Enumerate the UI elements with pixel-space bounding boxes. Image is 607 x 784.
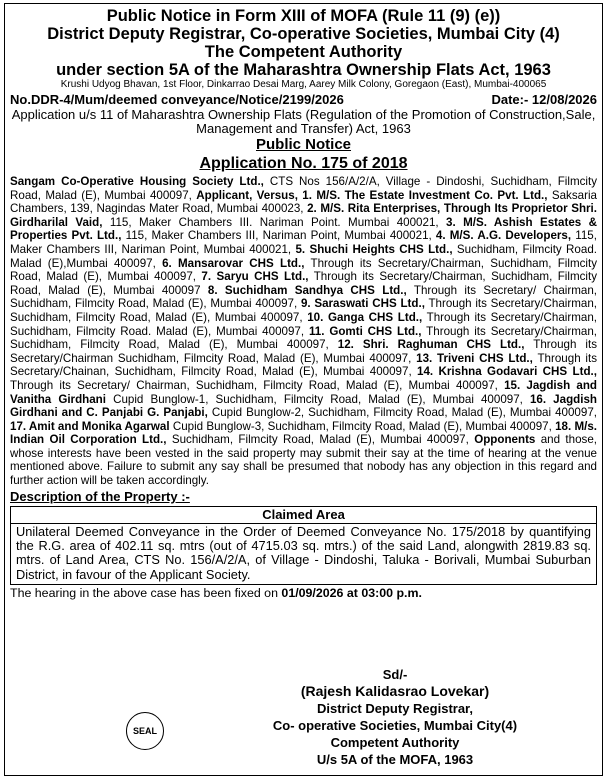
party-name: 2. M/S. Rita Enterprises, Through Its Proprietor Shri. Girdharilal Vaid, [10, 202, 597, 229]
body-text: Cupid Bunglow-1, Suchidham, Filmcity Road, Malad (E), Mumbai 400097, [106, 392, 530, 406]
signatory-office: Co- operative Societies, Mumbai City(4) [272, 718, 518, 733]
body-text: Suchidham, Filmcity Road, Malad (E), Mumbai 400097, [166, 433, 475, 447]
party-name: 18. M/s. Indian Oil Corporation Ltd., [10, 419, 597, 447]
party-name: 5. Shuchi Heights CHS Ltd., [295, 242, 453, 256]
party-name: 8. Suchidham Sandhya CHS Ltd., [207, 283, 407, 297]
party-name: 10. Ganga CHS Ltd., [307, 310, 423, 324]
party-name: Opponents [474, 433, 536, 447]
body-text: Through its Secretary/Chairman, Suchidham, Filmcity Road, Malad (E), Mumbai 400097, [10, 324, 598, 352]
body-text: Through its Secretary/ Chairman, Suchidham, Filmcity Road, Malad (E), Mumbai 400097, [10, 378, 505, 392]
party-name: 13. Triveni CHS Ltd., [416, 351, 533, 365]
seal-stamp: SEAL [126, 712, 164, 750]
application-number: Application No. 175 of 2018 [199, 155, 408, 172]
header-act: under section 5A of the Maharashtra Ownership Flats Act, 1963 [56, 61, 551, 79]
claimed-area-box [10, 506, 597, 586]
signature-sd: Sd/- [382, 667, 408, 682]
header-address: Krushi Udyog Bhavan, 1st Floor, Dinkarrao Desai Marg, Aarey Milk Colony, Goregaon (East), Mumbai-400065 [60, 79, 547, 90]
header-registrar: District Deputy Registrar, Co-operative Societies, Mumbai City (4) [47, 25, 560, 43]
body-text: Through its Secretary/Chairman, Suchidham, Filmcity Road. Malad (E), Mumbai 400097, [10, 310, 597, 338]
body-text: Through its Secretary/Chairman, Suchidham, Filmcity Road, Malad (E), Mumbai 400097 [10, 270, 597, 297]
body-text: 115, Maker Chambers III. Nariman Point. Mumbai 400021, [102, 215, 447, 229]
body-text: Through its Secretary/Chairman Suchidham, Filmcity Road, Malad (E), Mumbai 400097, [10, 338, 597, 365]
notice-date: Date:- 12/08/2026 [491, 92, 597, 107]
party-name: 12. Shri. Raghuman CHS Ltd., [337, 338, 525, 352]
body-text: Through its Secretary/Chainan, Suchidham, Filmcity Road, Malad (E), Mumbai 400097, [10, 351, 598, 379]
signatory-authority: Competent Authority [330, 735, 460, 750]
public-notice-title: Public Notice [255, 136, 352, 153]
party-name: 7. Saryu CHS Ltd., [201, 270, 309, 284]
party-name: 9. Saraswati CHS Ltd., [300, 297, 425, 311]
hearing-line: The hearing in the above case has been fixed on 01/09/2026 at 03:00 p.m. [10, 586, 422, 601]
party-name: 15. Jagdish and Vanitha Girdhani [10, 378, 597, 406]
party-name: 14. Krishna Godavari CHS Ltd., [417, 365, 597, 379]
body-text: Saksaria Chambers, 139, Nagindas Mater Road, Mumbai 400023, [10, 188, 597, 216]
party-name: Sangam Co-Operative Housing Society Ltd., [10, 175, 264, 188]
reference-row [10, 92, 597, 108]
header-authority: The Competent Authority [204, 43, 403, 61]
party-name: 3. M/S. Ashish Estates & Properties Pvt. Ltd., [10, 215, 598, 243]
body-text: Cupid Bunglow-3, Suchidham, Filmcity Road, Malad (E), Mumbai 400097, [169, 419, 556, 433]
description-heading: Description of the Property :- [10, 488, 190, 504]
signature-block [265, 667, 525, 768]
header-title: Public Notice in Form XIII of MOFA (Rule 11 (9) (e)) [106, 7, 501, 25]
body-text: and those, whose interests have been vested in the said property may submit their say at the time of hearing at the venue mentioned above. Failure to submit any say shall be presumed that nobody has any objection in this regard and further action will be taken accordingly. [10, 433, 598, 488]
body-text: Through its Secretary/ Chairman, Suchidham, Filmcity Road, Malad (E), Mumbai 400097, [10, 283, 598, 311]
signatory-designation: District Deputy Registrar, [316, 701, 474, 716]
body-text: Suchidham, Filmcity Road. Malad (E),Mumbai 400097, [10, 242, 597, 270]
signatory-section: U/s 5A of the MOFA, 1963 [316, 752, 474, 767]
claimed-area-heading: Claimed Area [11, 507, 596, 524]
application-act-line: Application u/s 11 of Maharashtra Ownership Flats (Regulation of the Promotion of Construction,Sale, Management and Transfer) Act, 1963 [11, 107, 596, 136]
body-text: 115, Maker Chambers III, Nariman Point, Mumbai 400021, [10, 229, 597, 256]
body-text: Through its Secretary/Chairman, Suchidham, Filmcity Road, Malad (E), Mumbai 400097, [10, 297, 597, 324]
body-text: 115, Maker Chambers III, Nariman Point, Mumbai 400021, [121, 229, 436, 243]
body-text: CTS Nos 156/A/2/A, Village - Dindoshi, Suchidham, Filmcity Road, Malad (E), Mumbai 400097, [10, 175, 597, 202]
party-name: 11. Gomti CHS Ltd., [308, 324, 422, 338]
notice-body [10, 175, 597, 488]
reference-number: No.DDR-4/Mum/deemed conveyance/Notice/2199/2026 [10, 92, 344, 107]
party-name: 17. Amit and Monika Agarwal [10, 419, 170, 433]
body-text: Through its Secretary/Chairman, Suchidham, Filmcity Road, Malad (E), Mumbai 400097, [10, 256, 597, 284]
signatory-name: (Rajesh Kalidasrao Lovekar) [300, 683, 490, 699]
party-name: Applicant, Versus, 1. M/S. The Estate Investment Co. Pvt. Ltd., [196, 188, 548, 202]
party-name: 16. Jagdish Girdhani and C. Panjabi G. Panjabi, [10, 392, 597, 420]
party-name: 6. Mansarovar CHS Ltd., [162, 256, 305, 270]
party-name: 4. M/S. A.G. Developers, [435, 229, 572, 243]
claimed-area-text: Unilateral Deemed Conveyance in the Order of Deemed Conveyance No. 175/2018 by quantifying the R.G. area of 402.11 sq. mtrs (out of 4715.03 sq. mtrs.) of the said Land, alongwith 2819.83 sq. mtrs. of Land Area, CTS No. 156/A/2/A, of Village - Dindoshi, Taluka - Borivali, Mumbai Suburban District, in favour of the Applicant Society. [16, 523, 591, 582]
body-text: Cupid Bunglow-2, Suchidham, Filmcity Road, Malad (E), Mumbai 400097, [207, 406, 597, 420]
hearing-datetime: 01/09/2026 at 03:00 p.m. [281, 586, 422, 601]
notice-page [4, 3, 603, 776]
